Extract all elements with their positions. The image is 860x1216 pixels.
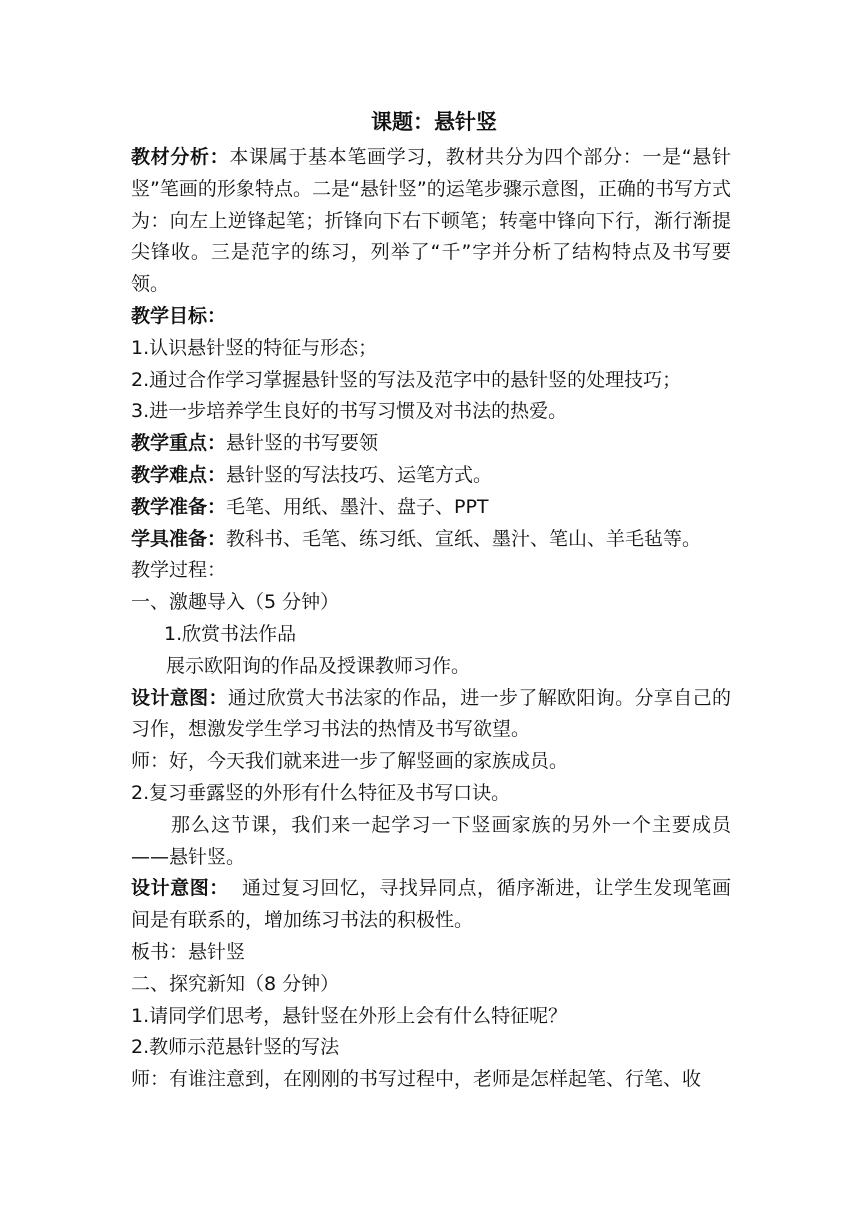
section1-teacher-line: 师：好，今天我们就来进一步了解竖画的家族成员。 [131, 750, 569, 773]
section1-heading: 一、激趣导入（5 分钟） [131, 591, 340, 614]
design-intent-1-label: 设计意图： [131, 686, 228, 709]
section1-step1: 1.欣赏书法作品 [164, 622, 297, 645]
analysis-label: 教材分析： [131, 146, 230, 168]
section1-step1-detail: 展示欧阳询的作品及授课教师习作。 [166, 654, 471, 677]
board-writing: 板书：悬针竖 [131, 940, 246, 963]
process-heading: 教学过程： [131, 559, 227, 582]
difficulty-text: 悬针竖的写法技巧、运笔方式。 [226, 463, 493, 486]
goal-item-1: 1.认识悬针竖的特征与形态； [131, 336, 378, 359]
student-prep-label: 学具准备： [131, 527, 227, 550]
design-intent-2-text: 通过复习回忆，寻找异同点，循序渐进，让学生发现笔画间是有联系的，增加练习书法的积极性。 [131, 877, 731, 932]
analysis-text: 本课属于基本笔画学习，教材共分为四个部分：一是“悬针竖”笔画的形象特点。二是“悬针竖”的运笔步骤示意图，正确的书写方式为：向左上逆锋起笔；折锋向下右下顿笔；转毫中锋向下行，渐行渐提尖锋收。三是范字的练习，列举了“千”字并分析了结构特点及书写要领。 [131, 146, 731, 296]
section1-transition: 那么这节课，我们来一起学习一下竖画家族的另外一个主要成员——悬针竖。 [131, 813, 731, 868]
difficulty-line [131, 460, 731, 492]
goal-item-3: 3.进一步培养学生良好的书写习惯及对书法的热爱。 [131, 400, 568, 423]
design-intent-2-label: 设计意图： [131, 877, 229, 900]
section1-step2: 2.复习垂露竖的外形有什么特征及书写口诀。 [131, 781, 511, 804]
document-page [131, 104, 731, 1096]
key-point-text: 悬针竖的书写要领 [226, 432, 379, 455]
design-intent-1 [131, 683, 731, 747]
student-prep-line [131, 524, 731, 556]
key-point-label: 教学重点： [131, 432, 227, 455]
lesson-title: 课题：悬针竖 [371, 110, 497, 134]
goal-item-2: 2.通过合作学习掌握悬针竖的写法及范字中的悬针竖的处理技巧； [131, 368, 682, 391]
design-intent-1-text: 通过欣赏大书法家的作品，进一步了解欧阳询。分享自己的习作，想激发学生学习书法的热情及书写欲望。 [131, 686, 731, 741]
difficulty-label: 教学难点： [131, 463, 227, 486]
analysis-paragraph [131, 142, 731, 301]
design-intent-2 [131, 873, 731, 937]
key-point-line [131, 428, 731, 460]
teacher-prep-text: 毛笔、用纸、墨汁、盘子、PPT [226, 495, 489, 518]
student-prep-text: 教科书、毛笔、练习纸、宣纸、墨汁、笔山、羊毛毡等。 [226, 527, 702, 550]
section2-heading: 二、探究新知（8 分钟） [131, 972, 340, 995]
teacher-prep-label: 教学准备： [131, 495, 227, 518]
teacher-prep-line [131, 492, 731, 524]
goals-label: 教学目标： [131, 304, 227, 327]
section2-q1: 1.请同学们思考，悬针竖在外形上会有什么特征呢？ [131, 1004, 568, 1027]
section2-teacher-line: 师：有谁注意到，在刚刚的书写过程中，老师是怎样起笔、行笔、收 [131, 1068, 702, 1091]
section2-q2: 2.教师示范悬针竖的写法 [131, 1036, 340, 1059]
